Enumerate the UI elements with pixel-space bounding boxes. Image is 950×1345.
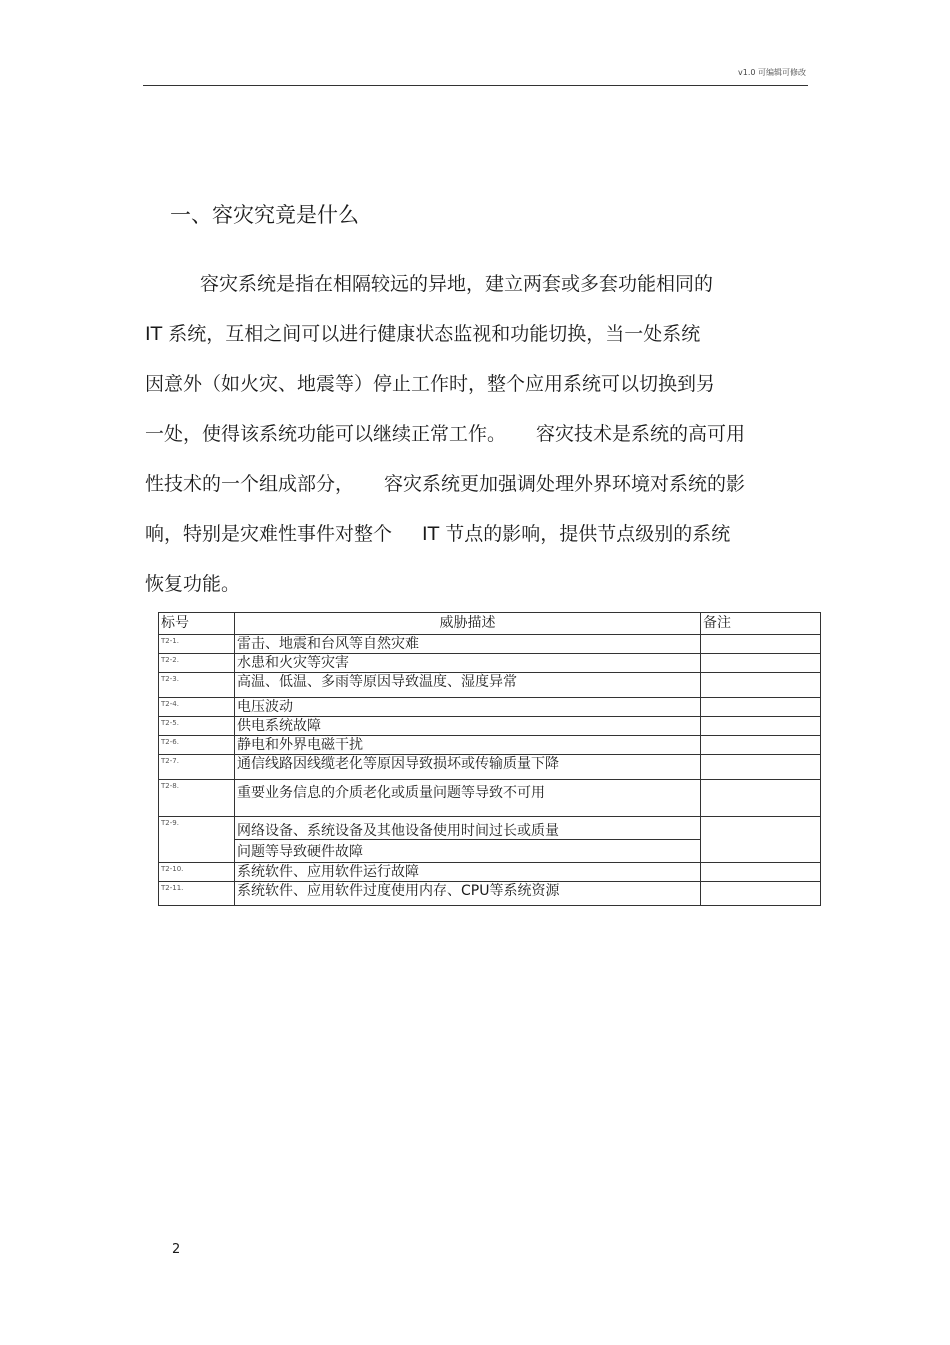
paragraph-fragment: 容灾技术是系统的高可用 (536, 423, 746, 445)
row-note (701, 863, 821, 882)
row-description: 通信线路因线缆老化等原因导致损坏或传输质量下降 (235, 755, 701, 780)
table-row (159, 717, 821, 736)
row-code: T2-11. (159, 882, 235, 906)
paragraph-fragment: 一处，使得该系统功能可以继续正常工作。 (145, 423, 507, 445)
paragraph-line: 容灾系统是指在相隔较远的异地，建立两套或多套功能相同的 (200, 273, 714, 295)
section-title: 一、容灾究竟是什么 (170, 203, 359, 227)
row-description: 水患和火灾等灾害 (235, 654, 701, 673)
row-note (701, 654, 821, 673)
row-code: T2-5. (159, 717, 235, 736)
table-row (159, 780, 821, 817)
row-note (701, 698, 821, 717)
row-note (701, 635, 821, 654)
row-note (701, 780, 821, 817)
row-code: T2-8. (159, 780, 235, 817)
table-row (159, 863, 821, 882)
table-row (159, 755, 821, 780)
row-description (235, 817, 701, 863)
row-note (701, 673, 821, 698)
row-code: T2-2. (159, 654, 235, 673)
table-row (159, 736, 821, 755)
row-description (235, 780, 701, 817)
row-description-line: 网络设备、系统设备及其他设备使用时间过长或质量 (237, 823, 559, 839)
row-description-line: 问题等导致硬件故障 (235, 839, 700, 862)
page-number: 2 (172, 1242, 181, 1257)
paragraph-line (145, 467, 795, 517)
table-row (159, 698, 821, 717)
row-note (701, 817, 821, 863)
paragraph-line: IT 系统，互相之间可以进行健康状态监视和功能切换，当一处系统 (145, 323, 701, 345)
row-code: T2-7. (159, 755, 235, 780)
column-header-note: 备注 (701, 613, 821, 635)
row-note (701, 717, 821, 736)
table-row (159, 635, 821, 654)
header-rule (143, 85, 808, 86)
table-header-row (159, 613, 821, 635)
row-code: T2-6. (159, 736, 235, 755)
row-code: T2-3. (159, 673, 235, 698)
row-note (701, 755, 821, 780)
paragraph-line: 因意外（如火灾、地震等）停止工作时，整个应用系统可以切换到另 (145, 373, 716, 395)
header-version-note: v1.0 可编辑可修改 (738, 68, 806, 77)
row-description: 雷击、地震和台风等自然灾难 (235, 635, 701, 654)
body-paragraph (145, 267, 795, 617)
row-code: T2-9. (159, 817, 235, 863)
paragraph-line: 恢复功能。 (145, 573, 241, 595)
row-code: T2-10. (159, 863, 235, 882)
paragraph-fragment: 容灾系统更加强调处理外界环境对系统的影 (384, 473, 746, 495)
row-description: 高温、低温、多雨等原因导致温度、湿度异常 (235, 673, 701, 698)
table-row (159, 673, 821, 698)
paragraph-line (145, 517, 795, 567)
row-code: T2-1. (159, 635, 235, 654)
row-description: 电压波动 (235, 698, 701, 717)
paragraph-fragment: 响，特别是灾难性事件对整个 (145, 523, 393, 545)
row-description: 系统软件、应用软件运行故障 (235, 863, 701, 882)
column-header-description: 威胁描述 (235, 613, 701, 635)
paragraph-fragment: IT 节点的影响，提供节点级别的系统 (422, 523, 731, 545)
threat-table (158, 612, 821, 906)
row-description: 静电和外界电磁干扰 (235, 736, 701, 755)
table-row (159, 882, 821, 906)
paragraph-fragment: 性技术的一个组成部分， (145, 473, 355, 495)
row-description: 供电系统故障 (235, 717, 701, 736)
table-row (159, 817, 821, 863)
row-description-text: 重要业务信息的介质老化或质量问题等导致不可用 (237, 785, 545, 801)
row-note (701, 882, 821, 906)
row-note (701, 736, 821, 755)
row-code: T2-4. (159, 698, 235, 717)
table-row (159, 654, 821, 673)
column-header-code: 标号 (159, 613, 235, 635)
paragraph-line (145, 417, 795, 467)
row-description: 系统软件、应用软件过度使用内存、CPU等系统资源 (235, 882, 701, 906)
